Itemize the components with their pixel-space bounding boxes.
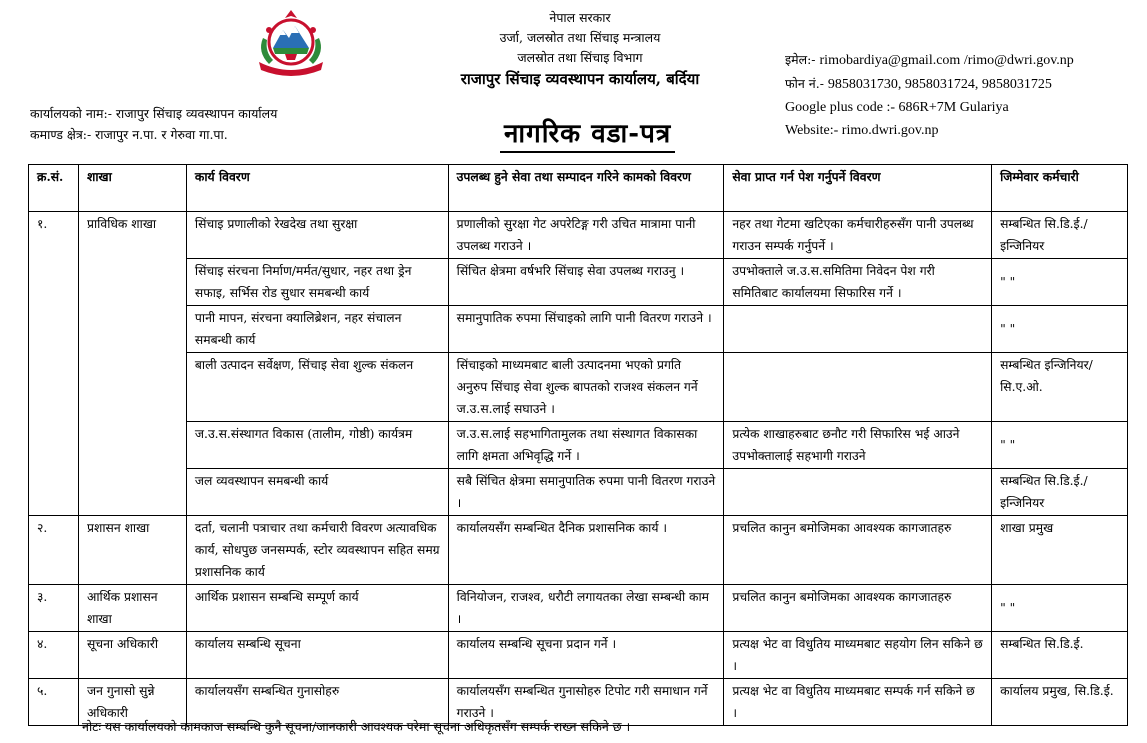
cell-responsible: शाखा प्रमुख [992,516,1128,585]
cell-documents: प्रचलित कानुन बमोजिमका आवश्यक कागजातहरु [724,585,992,632]
header-documents: सेवा प्राप्त गर्न पेश गर्नुपर्ने विवरण [724,165,992,212]
cell-sn: ४. [29,632,79,679]
cell-documents: नहर तथा गेटमा खटिएका कर्मचारीहरुसँग पानी उपलब्ध गराउन सम्पर्क गर्नुपर्ने । [724,212,992,259]
citizen-charter-table [28,164,1128,726]
cell-service: कार्यालयसँग सम्बन्धित दैनिक प्रशासनिक कार्य । [448,516,724,585]
cell-work: पानी मापन, संरचना क्यालिब्रेशन, नहर संचालन समबन्धी कार्य [186,306,448,353]
cell-branch: प्रशासन शाखा [78,516,186,585]
cell-service: सिंचित क्षेत्रमा वर्षभरि सिंचाइ सेवा उपलब्ध गराउनु । [448,259,724,306]
nepal-government-emblem-icon [251,8,331,76]
cell-documents: प्रचलित कानुन बमोजिमका आवश्यक कागजातहरु [724,516,992,585]
office-info [30,103,277,145]
ministry-name: उर्जा, जलस्रोत तथा सिंचाइ मन्त्रालय [499,30,661,45]
cell-service: समानुपातिक रुपमा सिंचाइको लागि पानी वितरण गराउने । [448,306,724,353]
cell-service: विनियोजन, राजश्व, धरौटी लगायतका लेखा सम्बन्धी काम । [448,585,724,632]
office-name: राजापुर सिंचाइ व्यवस्थापन कार्यालय, बर्दिया [460,70,700,88]
cell-work: बाली उत्पादन सर्वेक्षण, सिंचाइ सेवा शुल्क संकलन [186,353,448,422]
cell-responsible: सम्बन्धित सि.डि.ई./ इन्जिनियर [992,212,1128,259]
cell-work: ज.उ.स.संस्थागत विकास (तालीम, गोष्ठी) कार्यत्रम [186,422,448,469]
cell-service: ज.उ.स.लाई सहभागितामुलक तथा संस्थागत विकासका लागि क्षमता अभिवृद्धि गर्ने । [448,422,724,469]
email-line [785,48,1074,72]
plus-code: Google plus code :- 686R+7M Gulariya [785,100,1009,115]
table-row [29,306,1128,353]
cell-responsible: सम्बन्धित इन्जिनियर/सि.ए.ओ. [992,353,1128,422]
table-row [29,585,1128,632]
header-sn: क्र.सं. [29,165,79,212]
table-row [29,259,1128,306]
header-responsible: जिम्मेवार कर्मचारी [992,165,1128,212]
letterhead [420,8,740,90]
cell-service: कार्यालयसँग सम्बन्धित गुनासोहरु टिपोट गरी समाधान गर्ने गराउने । [448,679,724,726]
cell-service: प्रणालीको सुरक्षा गेट अपरेटिङ्ग गरी उचित मात्रामा पानी उपलब्ध गराउने । [448,212,724,259]
phone-line [785,72,1074,96]
cell-service: कार्यालय सम्बन्धि सूचना प्रदान गर्ने । [448,632,724,679]
office-name-line: कार्यालयको नाम:- राजापुर सिंचाइ व्यवस्थापन कार्यालय [30,106,278,121]
cell-documents: प्रत्यक्ष भेट वा विधुतिय माध्यमबाट सम्पर्क गर्न सकिने छ । [724,679,992,726]
cell-work: सिंचाइ संरचना निर्माण/मर्मत/सुधार, नहर तथा ड्रेन सफाइ, सर्भिस रोड सुधार समबन्धी कार्य [186,259,448,306]
cell-work: कार्यालयसँग सम्बन्धित गुनासोहरु [186,679,448,726]
department-name: जलस्रोत तथा सिंचाइ विभाग [517,50,643,65]
cell-documents: प्रत्यक्ष भेट वा विधुतिय माध्यमबाट सहयोग लिन सकिने छ । [724,632,992,679]
cell-sn: १. [29,212,79,516]
header-service: उपलब्ध हुने सेवा तथा सम्पादन गरिने कामको विवरण [448,165,724,212]
cell-branch: प्राविधिक शाखा [78,212,186,516]
cell-work: कार्यालय सम्बन्धि सूचना [186,632,448,679]
header-branch: शाखा [78,165,186,212]
cell-documents [724,306,992,353]
website: Website:- rimo.dwri.gov.np [785,123,939,138]
government-name: नेपाल सरकार [549,10,611,25]
cell-responsible: सम्बन्धित सि.डि.ई./ इन्जिनियर [992,469,1128,516]
table-row [29,516,1128,585]
cell-documents: प्रत्येक शाखाहरुबाट छनौट गरी सिफारिस भई आउने उपभोक्तालाई सहभागी गराउने [724,422,992,469]
cell-responsible: " " [992,259,1128,306]
cell-sn: ५. [29,679,79,726]
table-row [29,353,1128,422]
cell-sn: २. [29,516,79,585]
command-area-line: कमाण्ड क्षेत्र:- राजापुर न.पा. र गेरुवा गा.पा. [30,127,228,142]
cell-responsible: कार्यालय प्रमुख, सि.डि.ई. [992,679,1128,726]
cell-work: सिंचाइ प्रणालीको रेखदेख तथा सुरक्षा [186,212,448,259]
email-value: rimobardiya@gmail.com /rimo@dwri.gov.np [819,53,1074,68]
cell-service: सबै सिंचित क्षेत्रमा समानुपातिक रुपमा पानी वितरण गराउने । [448,469,724,516]
cell-responsible: " " [992,585,1128,632]
cell-work: दर्ता, चलानी पत्राचार तथा कर्मचारी विवरण अत्यावधिक कार्य, सोधपुछ जनसम्पर्क, स्टोर व्यवस्थापन सहित समग्र प्रशासनिक कार्य [186,516,448,585]
header-work: कार्य विवरण [186,165,448,212]
cell-service: सिंचाइको माध्यमबाट बाली उत्पादनमा भएको प्रगति अनुरुप सिंचाइ सेवा शुल्क बापतको राजश्व संकलन गर्ने ज.उ.स.लाई सघाउने । [448,353,724,422]
cell-branch: जन गुनासो सुन्ने अधिकारी [78,679,186,726]
cell-work: आर्थिक प्रशासन सम्बन्धि सम्पूर्ण कार्य [186,585,448,632]
table-header-row [29,165,1128,212]
phone-value: 9858031730, 9858031724, 9858031725 [827,77,1052,92]
cell-branch: आर्थिक प्रशासन शाखा [78,585,186,632]
table-row [29,212,1128,259]
cell-responsible: सम्बन्धित सि.डि.ई. [992,632,1128,679]
contact-block [785,48,1074,142]
footer-note: नोटः यस कार्यालयको कामकाज सम्बन्धि कुनै सूचना/जानकारी आवश्यक परेमा सूचना अधिकृतसँग सम्पर्क राख्न सकिने छ । [82,719,631,734]
charter-title: नागरिक वडा-पत्र [500,117,675,153]
cell-branch: सूचना अधिकारी [78,632,186,679]
cell-documents: उपभोक्ताले ज.उ.स.समितिमा निवेदन पेश गरी समितिबाट कार्यालयमा सिफारिस गर्ने । [724,259,992,306]
table-row [29,422,1128,469]
cell-work: जल व्यवस्थापन समबन्धी कार्य [186,469,448,516]
email-label: इमेल:- [785,52,816,67]
cell-sn: ३. [29,585,79,632]
cell-documents [724,353,992,422]
cell-documents [724,469,992,516]
cell-responsible: " " [992,306,1128,353]
table-row [29,469,1128,516]
cell-responsible: " " [992,422,1128,469]
phone-label: फोन नं.- [785,76,824,91]
table-row [29,632,1128,679]
